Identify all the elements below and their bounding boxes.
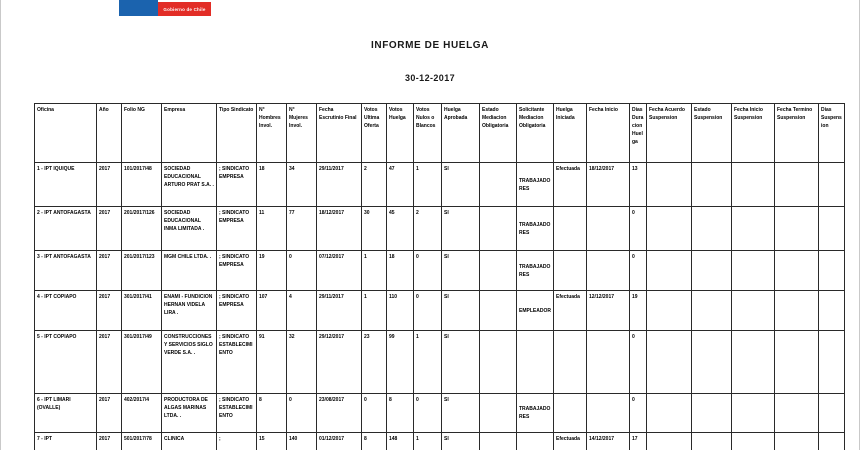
- column-header: N° Hombres Invol.: [257, 104, 287, 163]
- cell: 2: [414, 207, 442, 251]
- cell: MGM CHILE LTDA. .: [162, 251, 217, 291]
- cell: TRABAJADORES: [517, 163, 554, 207]
- column-header: Año: [97, 104, 122, 163]
- cell: 01/12/2017: [317, 433, 362, 450]
- cell: 2017: [97, 207, 122, 251]
- cell: [819, 163, 845, 207]
- cell: [732, 291, 775, 331]
- column-header: Tipo Sindicato: [217, 104, 257, 163]
- cell: [587, 331, 630, 394]
- column-header: Votos Huelga: [387, 104, 414, 163]
- cell: [517, 433, 554, 450]
- cell: 0: [630, 331, 647, 394]
- cell: 2017: [97, 163, 122, 207]
- cell: 23/08/2017: [317, 394, 362, 433]
- cell: [480, 291, 517, 331]
- cell: [732, 163, 775, 207]
- cell: 8: [362, 433, 387, 450]
- cell: 201/2017/123: [122, 251, 162, 291]
- column-header: Fecha Inicio Suspension: [732, 104, 775, 163]
- cell: [775, 163, 819, 207]
- cell: ; SINDICATO EMPRESA: [217, 291, 257, 331]
- cell: 2 - IPT ANTOFAGASTA: [35, 207, 97, 251]
- column-header: Fecha Escrutinio Final: [317, 104, 362, 163]
- cell: 2017: [97, 291, 122, 331]
- cell: [480, 163, 517, 207]
- cell: [647, 433, 692, 450]
- cell: 2017: [97, 251, 122, 291]
- table-body: [35, 163, 845, 450]
- cell: [554, 331, 587, 394]
- cell: 501/2017/78: [122, 433, 162, 450]
- cell: TRABAJADORES: [517, 394, 554, 433]
- cell: SI: [442, 163, 480, 207]
- cell: [692, 394, 732, 433]
- cell: [554, 394, 587, 433]
- cell: 29/12/2017: [317, 331, 362, 394]
- logo-text: Gobierno de Chile: [163, 6, 206, 12]
- cell: 2: [362, 163, 387, 207]
- gobierno-de-chile-logo: [119, 0, 211, 16]
- cell: 2017: [97, 331, 122, 394]
- cell: SI: [442, 331, 480, 394]
- cell: 47: [387, 163, 414, 207]
- cell: 18: [257, 163, 287, 207]
- cell: 0: [630, 251, 647, 291]
- cell: TRABAJADORES: [517, 251, 554, 291]
- column-header: Estado Suspension: [692, 104, 732, 163]
- cell: 301/2017/49: [122, 331, 162, 394]
- column-header: Oficina: [35, 104, 97, 163]
- cell: 14/12/2017: [587, 433, 630, 450]
- cell: ; SINDICATO EMPRESA: [217, 163, 257, 207]
- cell: [692, 251, 732, 291]
- cell: 101/2017/48: [122, 163, 162, 207]
- cell: 6 - IPT LIMARI (OVALLE): [35, 394, 97, 433]
- flag-red-banner: [158, 2, 211, 16]
- cell: [647, 251, 692, 291]
- cell: ; SINDICATO EMPRESA: [217, 251, 257, 291]
- cell: 0: [287, 251, 317, 291]
- cell: 4 - IPT COPIAPO: [35, 291, 97, 331]
- cell: 3 - IPT ANTOFAGASTA: [35, 251, 97, 291]
- cell: 7 - IPT: [35, 433, 97, 450]
- column-header: Votos Nulos o Blancos: [414, 104, 442, 163]
- cell: [819, 331, 845, 394]
- report-date: 30-12-2017: [404, 73, 456, 83]
- cell: PRODUCTORA DE ALGAS MARINAS LTDA. .: [162, 394, 217, 433]
- cell: CONSTRUCCIONES Y SERVICIOS SIGLO VERDE S.A. .: [162, 331, 217, 394]
- cell: 107: [257, 291, 287, 331]
- cell: [775, 394, 819, 433]
- cell: Efectuada: [554, 163, 587, 207]
- column-header: Fecha Termino Suspension: [775, 104, 819, 163]
- cell: ; SINDICATO ESTABLECIMIENTO: [217, 331, 257, 394]
- table-row: [35, 251, 845, 291]
- cell: [775, 291, 819, 331]
- cell: 91: [257, 331, 287, 394]
- cell: [819, 207, 845, 251]
- cell: 4: [287, 291, 317, 331]
- cell: 110: [387, 291, 414, 331]
- cell: 5 - IPT COPIAPO: [35, 331, 97, 394]
- cell: SI: [442, 394, 480, 433]
- cell: [480, 433, 517, 450]
- table-row: [35, 433, 845, 450]
- cell: 30: [362, 207, 387, 251]
- cell: 18/12/2017: [317, 207, 362, 251]
- cell: [775, 207, 819, 251]
- cell: 29/11/2017: [317, 163, 362, 207]
- column-header: Dias Suspension: [819, 104, 845, 163]
- cell: 77: [287, 207, 317, 251]
- cell: SOCIEDAD EDUCACIONAL ARTURO PRAT S.A. .: [162, 163, 217, 207]
- cell: SOCIEDAD EDUCACIONAL INMA LIMITADA .: [162, 207, 217, 251]
- cell: 148: [387, 433, 414, 450]
- column-header: Fecha Acuerdo Suspension: [647, 104, 692, 163]
- cell: [819, 394, 845, 433]
- cell: ENAMI - FUNDICION HERNAN VIDELA LIRA .: [162, 291, 217, 331]
- cell: 34: [287, 163, 317, 207]
- table-row: [35, 394, 845, 433]
- cell: SI: [442, 251, 480, 291]
- column-header: Estado Mediacion Obligatoria: [480, 104, 517, 163]
- cell: 2017: [97, 394, 122, 433]
- cell: 0: [630, 207, 647, 251]
- cell: 0: [287, 394, 317, 433]
- column-header: Dias Duracion Huelga: [630, 104, 647, 163]
- cell: 15: [257, 433, 287, 450]
- cell: [647, 331, 692, 394]
- report-table: [34, 103, 845, 450]
- table-row: [35, 331, 845, 394]
- cell: 99: [387, 331, 414, 394]
- cell: 19: [630, 291, 647, 331]
- cell: 23: [362, 331, 387, 394]
- cell: 1 - IPT IQUIQUE: [35, 163, 97, 207]
- flag-blue-square: [119, 0, 158, 16]
- cell: [732, 207, 775, 251]
- cell: ; SINDICATO EMPRESA: [217, 207, 257, 251]
- cell: [692, 163, 732, 207]
- page-title: INFORME DE HUELGA: [371, 40, 489, 51]
- cell: [775, 433, 819, 450]
- cell: [732, 394, 775, 433]
- cell: 11: [257, 207, 287, 251]
- cell: CLINICA: [162, 433, 217, 450]
- cell: [554, 207, 587, 251]
- cell: 0: [630, 394, 647, 433]
- column-header: Solicitante Mediacion Obligatoria: [517, 104, 554, 163]
- cell: [775, 331, 819, 394]
- cell: [732, 433, 775, 450]
- column-header: Folio NG: [122, 104, 162, 163]
- cell: 8: [387, 394, 414, 433]
- cell: 1: [414, 331, 442, 394]
- header-row: [35, 104, 845, 163]
- cell: 201/2017/126: [122, 207, 162, 251]
- table-row: [35, 207, 845, 251]
- column-header: Fecha Inicio: [587, 104, 630, 163]
- cell: [732, 331, 775, 394]
- cell: TRABAJADORES: [517, 207, 554, 251]
- cell: 12/12/2017: [587, 291, 630, 331]
- cell: [692, 291, 732, 331]
- cell: 0: [414, 394, 442, 433]
- cell: [692, 207, 732, 251]
- cell: [647, 163, 692, 207]
- cell: 301/2017/41: [122, 291, 162, 331]
- cell: 19: [257, 251, 287, 291]
- cell: ;: [217, 433, 257, 450]
- cell: [819, 433, 845, 450]
- cell: 45: [387, 207, 414, 251]
- cell: [554, 251, 587, 291]
- cell: [517, 331, 554, 394]
- cell: [692, 433, 732, 450]
- cell: SI: [442, 207, 480, 251]
- cell: 402/2017/4: [122, 394, 162, 433]
- cell: 32: [287, 331, 317, 394]
- cell: [587, 207, 630, 251]
- cell: ; SINDICATO ESTABLECIMIENTO: [217, 394, 257, 433]
- cell: [587, 251, 630, 291]
- cell: [587, 394, 630, 433]
- cell: [819, 291, 845, 331]
- cell: 0: [414, 291, 442, 331]
- cell: [647, 394, 692, 433]
- column-header: Huelga Iniciada: [554, 104, 587, 163]
- cell: [692, 331, 732, 394]
- cell: 0: [362, 394, 387, 433]
- cell: [819, 251, 845, 291]
- cell: 1: [362, 291, 387, 331]
- cell: SI: [442, 433, 480, 450]
- cell: Efectuada: [554, 291, 587, 331]
- cell: 18: [387, 251, 414, 291]
- cell: [647, 207, 692, 251]
- strike-report-table-container: [34, 103, 846, 450]
- cell: 140: [287, 433, 317, 450]
- cell: SI: [442, 291, 480, 331]
- cell: 13: [630, 163, 647, 207]
- column-header: Votos Ultima Oferta: [362, 104, 387, 163]
- column-header: N° Mujeres Invol.: [287, 104, 317, 163]
- cell: Efectuada: [554, 433, 587, 450]
- cell: 17: [630, 433, 647, 450]
- cell: [480, 394, 517, 433]
- cell: 1: [414, 433, 442, 450]
- cell: 07/12/2017: [317, 251, 362, 291]
- cell: [480, 331, 517, 394]
- cell: [732, 251, 775, 291]
- cell: 29/11/2017: [317, 291, 362, 331]
- cell: EMPLEADOR: [517, 291, 554, 331]
- cell: [775, 251, 819, 291]
- cell: 0: [414, 251, 442, 291]
- cell: 1: [414, 163, 442, 207]
- cell: 18/12/2017: [587, 163, 630, 207]
- cell: [647, 291, 692, 331]
- cell: [480, 207, 517, 251]
- table-row: [35, 291, 845, 331]
- column-header: Empresa: [162, 104, 217, 163]
- cell: 2017: [97, 433, 122, 450]
- cell: 8: [257, 394, 287, 433]
- table-row: [35, 163, 845, 207]
- column-header: Huelga Aprobada: [442, 104, 480, 163]
- cell: [480, 251, 517, 291]
- cell: 1: [362, 251, 387, 291]
